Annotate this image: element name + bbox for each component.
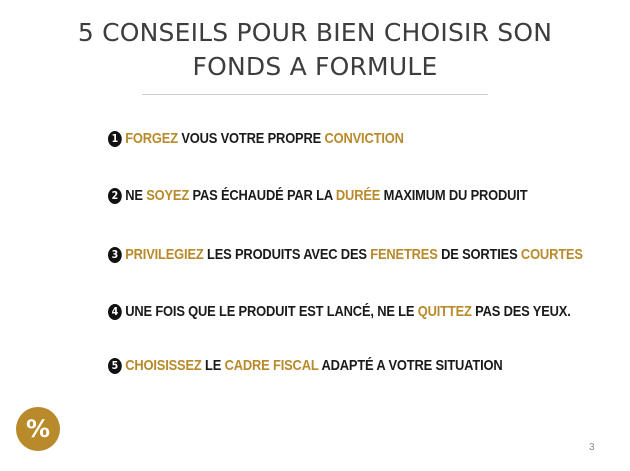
tip-keyword: QUITTEZ [417,303,472,320]
tip-item [108,187,527,204]
tip-item [108,303,571,320]
tip-item [108,130,404,147]
tip-number-icon: 5 [108,358,122,374]
percent-symbol: % [25,415,51,443]
tip-keyword: CADRE FISCAL [224,357,319,374]
tip-text: NE [125,187,147,204]
page-number: 3 [589,442,595,453]
percent-badge-icon [16,407,60,451]
tip-keyword: CHOISISSEZ [125,357,202,374]
tip-keyword: CONVICTION [324,130,404,147]
tip-keyword: FENETRES [370,246,438,263]
tip-number-icon: 4 [108,304,122,320]
slide-title [0,16,630,84]
tip-text: UNE FOIS QUE LE PRODUIT EST LANCÉ, NE LE [125,303,418,320]
slide-title-line-1: 5 CONSEILS POUR BIEN CHOISIR SON [77,18,553,47]
tip-text: LE [201,357,225,374]
tip-keyword: FORGEZ [125,130,178,147]
tip-keyword: SOYEZ [146,187,190,204]
tip-number-icon: 2 [108,188,122,204]
tip-text: ADAPTÉ A VOTRE SITUATION [318,357,503,374]
tip-number-icon: 1 [108,131,122,147]
tip-number-icon: 3 [108,247,122,263]
tip-text: VOUS VOTRE PROPRE [177,130,325,147]
title-divider [142,94,488,95]
tip-text: LES PRODUITS AVEC DES [203,246,371,263]
tip-keyword: COURTES [520,246,583,263]
tip-text: PAS DES YEUX. [471,303,571,320]
slide-title-line-2: FONDS A FORMULE [192,52,438,81]
tip-item [108,246,583,263]
tip-text: MAXIMUM DU PRODUIT [380,187,528,204]
tip-keyword: PRIVILEGIEZ [125,246,204,263]
tip-item [108,357,503,374]
tip-text: PAS ÉCHAUDÉ PAR LA [189,187,336,204]
tip-text: DE SORTIES [437,246,521,263]
tip-keyword: DURÉE [335,187,381,204]
